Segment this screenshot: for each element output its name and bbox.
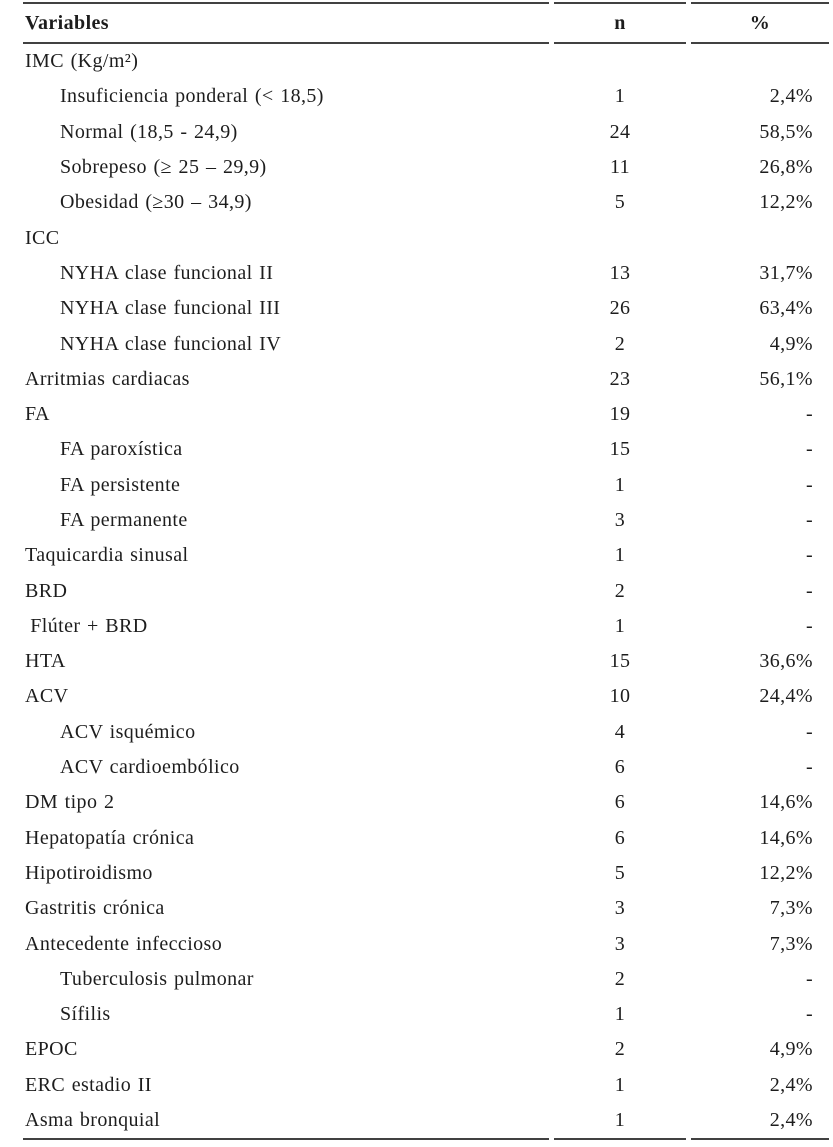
variable-label: Gastritis crónica xyxy=(25,897,165,920)
percent-value: 63,4% xyxy=(759,297,813,320)
table-row xyxy=(23,1032,829,1067)
percent-value: 7,3% xyxy=(769,897,813,920)
percent-value: 12,2% xyxy=(759,191,813,214)
n-value: 5 xyxy=(614,861,626,884)
variable-label: Taquicardia sinusal xyxy=(25,544,189,567)
variable-label: FA permanente xyxy=(60,509,188,531)
table-row xyxy=(23,468,829,503)
variable-label: ICC xyxy=(25,226,60,249)
table-row xyxy=(23,432,829,467)
n-value: 1 xyxy=(614,1073,626,1096)
n-value: 24 xyxy=(609,120,631,143)
n-value: 3 xyxy=(614,897,626,920)
table-row xyxy=(23,573,829,608)
variable-label: NYHA clase funcional II xyxy=(60,261,274,284)
table-row xyxy=(23,362,829,397)
variable-label: Tuberculosis pulmonar xyxy=(60,967,254,990)
table-row xyxy=(23,926,829,961)
percent-value: - xyxy=(805,756,813,779)
n-value: 3 xyxy=(614,509,626,531)
n-value: 3 xyxy=(614,932,626,955)
variable-label: Obesidad (≥30 – 34,9) xyxy=(60,191,252,214)
table-row xyxy=(23,821,829,856)
n-value: 26 xyxy=(609,297,631,320)
table-row xyxy=(23,538,829,573)
n-value xyxy=(554,220,686,255)
table-row xyxy=(23,397,829,432)
n-value: 15 xyxy=(609,650,631,673)
n-value: 15 xyxy=(609,438,631,461)
percent-value: - xyxy=(805,579,813,602)
percent-value: 58,5% xyxy=(759,120,813,143)
percent-value: - xyxy=(805,614,813,637)
table-row xyxy=(23,750,829,785)
percent-value: 26,8% xyxy=(759,156,813,179)
variable-label: ACV cardioembólico xyxy=(60,756,240,779)
variable-label: NYHA clase funcional III xyxy=(60,297,281,320)
column-header-percent: % xyxy=(691,2,829,44)
table-row xyxy=(23,503,829,538)
n-value: 1 xyxy=(614,614,626,637)
table-row xyxy=(23,715,829,750)
percent-value: 14,6% xyxy=(759,791,813,814)
variable-label: FA persistente xyxy=(60,473,181,496)
variable-label: FA paroxística xyxy=(60,438,183,461)
variable-label: Sobrepeso (≥ 25 – 29,9) xyxy=(60,156,267,179)
table-row xyxy=(23,891,829,926)
n-value: 13 xyxy=(609,261,631,284)
percent-value: - xyxy=(805,1003,813,1026)
n-value: 1 xyxy=(614,1003,626,1026)
percent-value: 7,3% xyxy=(769,932,813,955)
n-value: 10 xyxy=(609,685,631,708)
variable-label: FA xyxy=(25,403,50,426)
percent-value: 12,2% xyxy=(759,861,813,884)
n-value: 1 xyxy=(554,1103,686,1140)
variable-label: ACV xyxy=(25,685,69,708)
variable-label: Flúter + BRD xyxy=(30,614,148,637)
percent-value xyxy=(691,44,829,79)
table-row xyxy=(23,185,829,220)
percent-value: 2,4% xyxy=(769,1073,813,1096)
percent-value: 2,4% xyxy=(691,1103,829,1140)
variable-label: Arritmias cardiacas xyxy=(25,367,190,390)
percent-value: 2,4% xyxy=(769,85,813,108)
table-row xyxy=(23,644,829,679)
percent-value: 4,9% xyxy=(769,332,813,355)
table-body xyxy=(23,44,829,1140)
variable-label: EPOC xyxy=(25,1038,78,1061)
percent-value: - xyxy=(805,509,813,531)
n-value: 6 xyxy=(614,756,626,779)
percent-value: 24,4% xyxy=(759,685,813,708)
n-value xyxy=(554,44,686,79)
n-value: 4 xyxy=(614,720,626,743)
n-value: 6 xyxy=(614,791,626,814)
table-row xyxy=(23,115,829,150)
variables-table xyxy=(18,2,833,1140)
percent-value: - xyxy=(805,720,813,743)
table-row xyxy=(23,44,829,79)
table-row xyxy=(23,679,829,714)
n-value: 2 xyxy=(614,967,626,990)
table-row xyxy=(23,79,829,114)
variable-label: IMC (Kg/m²) xyxy=(25,50,139,73)
variable-label: Asma bronquial xyxy=(23,1103,549,1140)
percent-value: - xyxy=(805,438,813,461)
variable-label: DM tipo 2 xyxy=(25,791,115,814)
table-row xyxy=(23,609,829,644)
percent-value: - xyxy=(805,967,813,990)
n-value: 19 xyxy=(609,403,631,426)
header-row xyxy=(23,2,829,44)
percent-value: - xyxy=(805,544,813,567)
variable-label: Normal (18,5 - 24,9) xyxy=(60,120,238,143)
variable-label: NYHA clase funcional IV xyxy=(60,332,282,355)
n-value: 1 xyxy=(614,85,626,108)
variable-label: BRD xyxy=(25,579,68,602)
table-row xyxy=(23,150,829,185)
n-value: 2 xyxy=(614,1038,626,1061)
variable-label: Insuficiencia ponderal (< 18,5) xyxy=(60,85,324,108)
percent-value: 31,7% xyxy=(759,261,813,284)
table-row xyxy=(23,326,829,361)
table-row xyxy=(23,1103,829,1140)
variable-label: Sífilis xyxy=(60,1003,111,1026)
column-header-n: n xyxy=(554,2,686,44)
percent-value: 14,6% xyxy=(759,826,813,849)
percent-value: - xyxy=(805,473,813,496)
variable-label: Hipotiroidismo xyxy=(25,861,153,884)
column-header-variables: Variables xyxy=(23,2,549,44)
percent-value xyxy=(691,220,829,255)
variable-label: ACV isquémico xyxy=(60,720,196,743)
n-value: 1 xyxy=(614,473,626,496)
table-row xyxy=(23,962,829,997)
table-row xyxy=(23,997,829,1032)
percent-value: - xyxy=(805,403,813,426)
paper-table-page xyxy=(0,2,833,1147)
n-value: 5 xyxy=(614,191,626,214)
percent-value: 56,1% xyxy=(759,367,813,390)
n-value: 11 xyxy=(609,156,631,179)
n-value: 6 xyxy=(614,826,626,849)
variable-label: HTA xyxy=(25,650,66,673)
table-row xyxy=(23,785,829,820)
n-value: 2 xyxy=(614,579,626,602)
table-row xyxy=(23,220,829,255)
variable-label: Antecedente infeccioso xyxy=(25,932,223,955)
variable-label: ERC estadio II xyxy=(25,1073,152,1096)
variable-label: Hepatopatía crónica xyxy=(25,826,195,849)
percent-value: 36,6% xyxy=(759,650,813,673)
percent-value: 4,9% xyxy=(769,1038,813,1061)
n-value: 23 xyxy=(609,367,631,390)
table-row xyxy=(23,256,829,291)
table-row xyxy=(23,291,829,326)
n-value: 2 xyxy=(614,332,626,355)
n-value: 1 xyxy=(614,544,626,567)
table-row xyxy=(23,1068,829,1103)
table-row xyxy=(23,856,829,891)
